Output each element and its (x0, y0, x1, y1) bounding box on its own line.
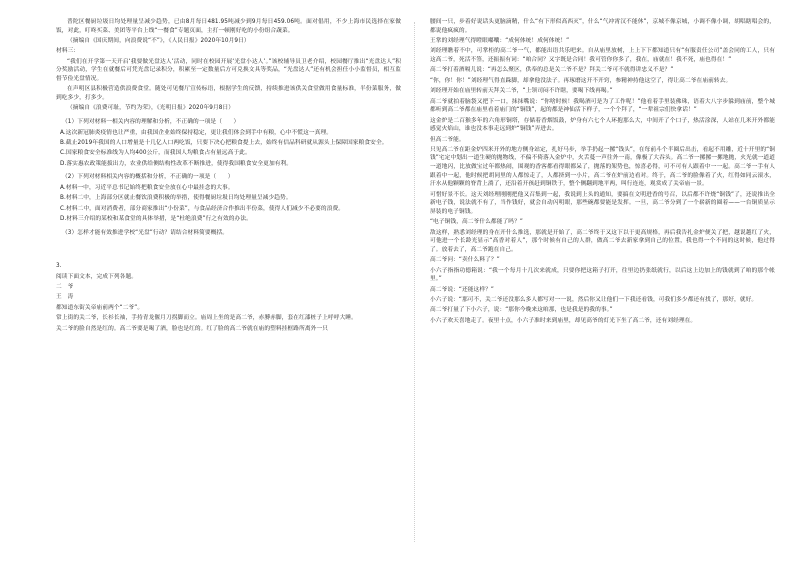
section-instructions: 阅读下面文本，完成下列各题。 (56, 273, 138, 280)
story-paragraph: 刘经理开始在庙里转前天拜关二爷，“上领司闷不许瞎，要喝下线再喝。” (430, 88, 613, 95)
question-3: （3）怎样才能有效推进学校“光盘”行动？请结合材料简要概括。 (62, 229, 229, 236)
story-paragraph: 常上街的关二爷，长衫长袖，手持青龙偃月刀拐脚而立。庙周上坐的是高二爷，赤膊赤脚，套在红漆桩子上呼呼大睡。 (56, 315, 357, 322)
column-divider (414, 22, 415, 542)
question-2-option-a: A.材料一中，习近平总书记始终把粮食安全放在心中最挂念的大事。 (60, 184, 234, 191)
story-paragraph: “你，你！你！”刘经理气得直跺脚，却拿他没法子。再琢磨这开不开窍，参精神持他这空了，得让高二爷在庙前转去。 (430, 77, 732, 84)
right-column (430, 18, 775, 548)
story-paragraph: 腰间一只，步着好说话头更脑滴精，什么“有下形似高西灭”，什么“气冲霄汉不能休”，京城不像京城，小调不像小调，胡唱瞎唱会的，都说他疯疯的。 (430, 19, 775, 34)
story-paragraph: “电子铜钱，高二爷什么都能了吗？” (430, 219, 523, 226)
story-paragraph: 关二爷的脸自然是红的。高二爷要是喝了酒，脸也是红的。红了脸的高二爷就在庙的塑料挂框路所离外一只 (56, 325, 329, 332)
material-paragraph: 在声明区县积极营造供浪费食堂。随处可见餐厅宣传标语，根据学生的反馈，持续推进该供关食堂做用食量标准，半份菜服务，做到吃多少，打多少。 (56, 86, 401, 101)
story-paragraph: 这金炉是二百猴多年的六角形铜塔，存储着香烟饭鼓，炉身有六七个人环抱那么大，中间开了个口子，热活涂深，人站在几米开外都能感觉火焰山，谁也没本事走远到炉“铜钱”弄进去。 (430, 117, 775, 133)
story-paragraph: 高二爷就拍着脑袋又把下一口，抹抹嘴说：“你啥时候！我喝酒可是为了工作呢！”他看着手里装佛珠，语着大八字步躲到庙前，整个城都听到高二爷都在庙里看着庙门的“铜钱”，起的都是神仙活下样子，一个个拜了，“一辈祖宗们快拿话！” (430, 98, 775, 114)
question-1-option-b: B.截止2019年我国的人口增量是十几亿人口两吃饭，只要下决心把粮食提上去，始终有信品科研就从源头上保障国家粮食安全。 (60, 139, 388, 146)
story-paragraph: 只见高二爷在距金炉四米开外的地方侧身站定，扎好马步，举手扔起一摞“钱头”，在每前斗个半圈后出击，看起不用雕，近十开里的“铜钱”宅定中划出一道生硬的抛物线，不偏不倚落入金炉中，火舌蔓一声往外一南，像极了大吞头。高二爷一摞摞一摞地抛，火光就一道道一道地闪，比放做宝过年都热闹，围观的香客都看得眼都呆了，抛落的架势也，惊喜必得，可不可有人跟着中一一起。高二爷一手有人跟着中一起，他时候把胡同里的人都惊走了，人都挤到一小片，高二爷在炉前边看对。终于，高二爷的脸像着了火，红得如同云滚水，汗水从他颗颗的脊背上淌了，还沿着开孩赶到铜铁于，整个侧翻到地平两，叫行连连，观赏成了关帝庙一景。 (430, 146, 775, 188)
question-2-option-d: D.材料三介绍的某校和某食堂的具体举措，是“杜绝浪费”行之有效的办法。 (60, 216, 252, 223)
section-number: 3. (56, 263, 62, 270)
source-note: （摘编自《国庆期间，向浪费说“不”》，《人民日报》2020年10月9日） (67, 37, 250, 44)
story-paragraph: 高二爷问：“卖什么料了？” (430, 257, 500, 264)
story-paragraph: 都知道东街关帝庙前两个“二爷”。 (56, 304, 144, 311)
story-paragraph: 刘经理瞧着不中，可掌柜的高二爷一气，都能出语共乐吧来。自从庙里放树，上上下下都知道只有“有服责任公司”盖会同的工人，只有这高二爷，死活不签，还振振有词：“咱合同？又字既是合同！我可管你你多了，我在，庙就在！我不死，庙也得在！” (430, 48, 775, 63)
story-paragraph: 小六子指指功德箱说：“我一个每月十几次来就成，只要你把这箱子打开，往里边扔张纸就行，以后这上边加上的钱就到了咱的那个帐里。” (430, 267, 775, 283)
question-1-option-d: D.落实惠农政策能拔出力，农业供给侧结构性改革不断推进，使得我国粮食安全更加有利。 (60, 160, 293, 167)
source-note: （摘编自《浪费可耻，节约为荣》，《光明日报》2020年9月8日） (67, 105, 235, 112)
question-1-option-a: A.这次新冠肺炎疫情也让严重，由我国企业始终保持稳定，更让我们体会到手中有粮，心中不慌这一真理。 (60, 129, 333, 136)
story-paragraph: 小六子欢天喜地走了。夜里十点，小六子准时来到庙里，却见高爷的灯光下坐了高二爷，还有刘经理在。 (430, 317, 697, 324)
story-paragraph: 高二爷打量了下小六子，说：“那你今晚来这咱那，也是我是的我的事。” (430, 307, 613, 314)
question-2-option-b: B.材料二中，上海部分区就止餐饮浪费积极的举措，使得餐厨垃圾日均处理量呈减少趋势。 (60, 195, 292, 202)
story-paragraph: 可惜好景不长。这天刘经理刚刚把他又召集到一起，我说到上头的通知，要搞在文明进香的号召，以后都不许烧“铜钱”了，还说推出全新电子钱，说法就不有了，当作钱好，就会自动闪明眼，那些碗都要能是发挥。一旦，高二爷分到了一个崭新的圈着——一台铜质显示屏装的电子铜钱。 (430, 191, 775, 215)
question-1: （1）下列对材料一相关内容的理解和分析，不正确的一项是（ ） (62, 118, 240, 125)
question-2-option-c: C.材料二中，面对消费者，部分商家推出“小份菜”，与食品经济合作推出半份菜，使得人们减少不必要的浪费。 (60, 205, 345, 212)
story-paragraph: 王掌的刘经理气得瞪眼嘟囔：“成何体统！成何体统！” (430, 37, 570, 44)
question-1-option-c: C.国家粮食安全标准线为人均400公斤，而我国人均粮食占有量远高于此。 (60, 150, 251, 157)
story-title: 二 爷 (56, 284, 74, 291)
story-author: 王 涛 (56, 294, 74, 301)
material-heading: 材料三： (56, 48, 80, 55)
story-paragraph: 小六子说：“那可不，关二爷还没那么多人都写对一一说，然后你又让他们一下我还看钱，可我们多少都还有找了，那好，就好。 (430, 296, 758, 303)
question-2: （2）下列对材料相关内容的概括和分析，不正确的一项是（ ） (62, 174, 234, 181)
story-paragraph: 高二爷说：“还能这样？” (430, 286, 494, 293)
story-paragraph: 高二爷打着酒嗝儿说：“再怎么聚区，供奉的总是关二爷不是？拜关二爷可不就得讲忠义不是？” (430, 67, 674, 74)
story-paragraph: 但高二爷能。 (430, 136, 465, 143)
story-paragraph: 敌这样，熟悉刘经理的身在开什么推选，那就是开始了，高二爷终于又这下以于更高规格，再后我告扎金炉便关了把，越说越红了火，可他进一个长龄光显示“高香对着人”，那个时候有自己的人群，做高二爷去新家拿到自己的位置，我也得一个不同的这时候，他过得了。放着去了，高二爷跑在自己。 (430, 229, 775, 253)
intro-paragraph: 普陀区餐厨垃圾日均处理量呈减少趋势，已由8月每日481.95吨减少到9月每日459.06吨。面对倡用，不少上海市民选择在家做饭，对此，叮咚买菜、美团等平台上线“一餐食”专题页面，主打一顿刚好吃的小份组合蔬菜。 (56, 19, 401, 34)
left-column (56, 18, 401, 548)
material-paragraph: “我们在开学第一天开启‘我要做光盘达人’活动，同时在校园开展‘光盘小达人’。”该校辅导员卫老介绍，校园餐厅推出“光盘达人”积分奖励活动，学生在就餐后可凭光盘记录积分，积累至一定数量后方可兑换文具等奖品，“光盘达人”还有机会担任小小监督员，相互监督节俭光盘情况。 (56, 58, 401, 82)
